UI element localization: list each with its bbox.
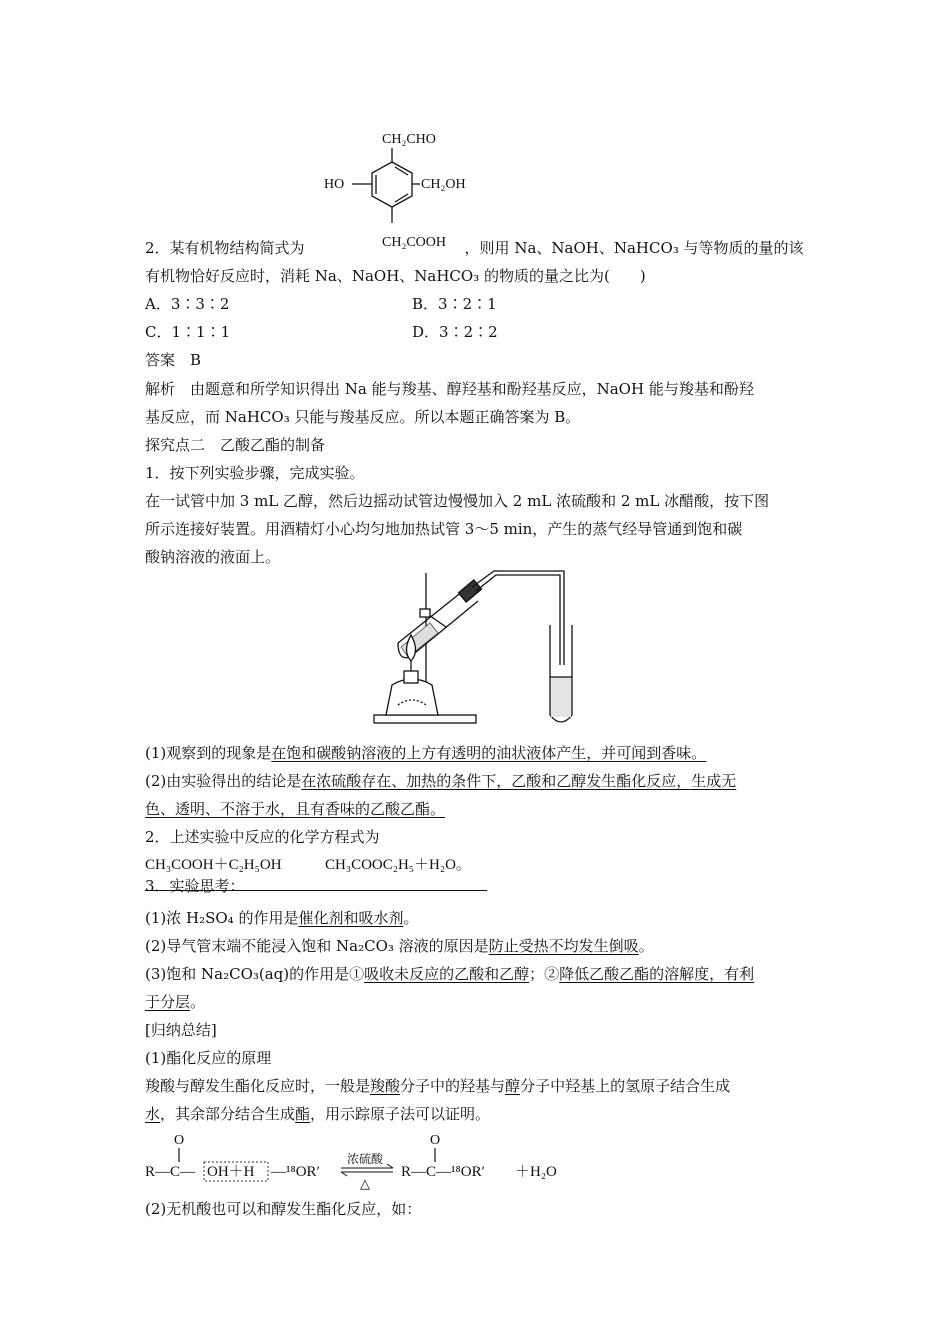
- analysis-line1: 解析 由题意和所学知识得出 Na 能与羧基、醇羟基和酚羟基反应，NaOH 能与羧基和酚羟: [145, 380, 754, 398]
- observation-answer: 在饱和碳酸钠溶液的上方有透明的油状液体产生，并可闻到香味。: [271, 744, 707, 762]
- apparatus-illustration: [368, 565, 588, 730]
- step-line2: 所示连接好装置。用酒精灯小心均匀地加热试管 3～5 min，产生的蒸气经导管通到饱和碳: [145, 520, 743, 538]
- think-2-answer: 防止受热不均发生倒吸: [488, 937, 639, 955]
- think-3-answer-2: 降低乙酸乙酯的溶解度，有利: [559, 965, 755, 983]
- step-line1: 在一试管中加 3 mL 乙醇，然后边摇动试管边慢慢加入 2 mL 浓硫酸和 2 mL 冰醋酸，按下图: [145, 492, 770, 510]
- substituent-top: CH₂CHO: [382, 132, 436, 147]
- option-d: D．3∶2∶2: [412, 323, 498, 341]
- catalyst-label: 浓硫酸: [347, 1152, 384, 1166]
- principle-line1: 羧酸与醇发生酯化反应时，一般是羧酸分子中的羟基与醇分子中羟基上的氢原子结合生成: [145, 1077, 731, 1095]
- think-3-line1: (3)饱和 Na₂CO₃(aq)的作用是①吸收未反应的乙酸和乙醇；②降低乙酸乙酯的溶解度，有利: [145, 965, 755, 983]
- answer: 答案 B: [145, 351, 202, 369]
- option-c: C．1∶1∶1: [145, 323, 231, 341]
- esterification-scheme: [143, 1128, 593, 1190]
- q2-line1: 2．某有机物结构简式为 ，则用 Na、NaOH、NaHCO₃ 与等物质的量的该: [145, 239, 804, 257]
- substituent-left: HO: [324, 177, 345, 192]
- alcohol-group: —¹⁸OR′: [271, 1164, 320, 1180]
- equation-title: 2．上述实验中反应的化学方程式为: [145, 828, 380, 846]
- section-title: 探究点二 乙酸乙酯的制备: [145, 436, 326, 454]
- option-a: A．3∶3∶2: [145, 295, 230, 313]
- conclusion-line1: (2)由实验得出的结论是在浓硫酸存在、加热的条件下，乙酸和乙醇发生酯化反应，生成无: [145, 772, 737, 790]
- think-3-line2: 于分层。: [145, 993, 206, 1011]
- observation-line: (1)观察到的现象是在饱和碳酸钠溶液的上方有透明的油状液体产生，并可闻到香味。: [145, 744, 707, 762]
- structural-formula: [320, 128, 500, 253]
- think-1: (1)浓 H₂SO₄ 的作用是催化剂和吸水剂。: [145, 909, 419, 927]
- inorganic-acid-line: (2)无机酸也可以和醇发生酯化反应，如：: [145, 1200, 422, 1218]
- analysis-line2: 基反应，而 NaHCO₃ 只能与羧基反应。所以本题正确答案为 B。: [145, 408, 581, 426]
- step-title: 1．按下列实验步骤，完成实验。: [145, 464, 365, 482]
- principle-title: (1)酯化反应的原理: [145, 1049, 272, 1067]
- receiving-tube: [550, 625, 572, 722]
- conclusion-line2: 色、透明、不溶于水，且有香味的乙酸乙酯。: [145, 800, 446, 818]
- removed-oh-h: OH＋H: [207, 1164, 255, 1180]
- principle-line2: 水，其余部分结合生成酯，用示踪原子法可以证明。: [145, 1105, 491, 1123]
- substituent-bottom: CH₂COOH: [382, 235, 446, 250]
- equation-left: CH₃COOH＋C₂H₅OH: [145, 857, 282, 873]
- acid-group: R—C—: [145, 1164, 196, 1180]
- think-2: (2)导气管末端不能浸入饱和 Na₂CO₃ 溶液的原因是防止受热不均发生倒吸。: [145, 937, 654, 955]
- water-product: ＋H₂O: [515, 1164, 557, 1180]
- q2-line2: 有机物恰好反应时，消耗 Na、NaOH、NaHCO₃ 的物质的量之比为( ): [145, 267, 646, 285]
- think-3-answer-1: 吸收未反应的乙酸和乙醇: [364, 965, 530, 983]
- equation-right: CH₃COOC₂H₅＋H₂O。: [325, 857, 471, 873]
- conclusion-answer: 在浓硫酸存在、加热的条件下，乙酸和乙醇发生酯化反应，生成无: [301, 772, 737, 790]
- substituent-right: CH₂OH: [421, 177, 466, 192]
- ester-product: R—C—¹⁸OR′: [401, 1164, 485, 1180]
- think-1-answer: 催化剂和吸水剂: [298, 909, 404, 927]
- carbonyl-o-left: O: [174, 1133, 185, 1148]
- think-title: 3．实验思考：: [145, 877, 245, 895]
- alcohol-lamp: [386, 635, 438, 715]
- heat-label: △: [360, 1176, 370, 1190]
- option-b: B．3∶2∶1: [412, 295, 497, 313]
- carbonyl-o-right: O: [430, 1133, 441, 1148]
- summary-title: [归纳总结]: [145, 1021, 217, 1039]
- step-line3: 酸钠溶液的液面上。: [145, 548, 281, 566]
- benzene-ring: [352, 148, 420, 223]
- stand-base: [374, 715, 476, 723]
